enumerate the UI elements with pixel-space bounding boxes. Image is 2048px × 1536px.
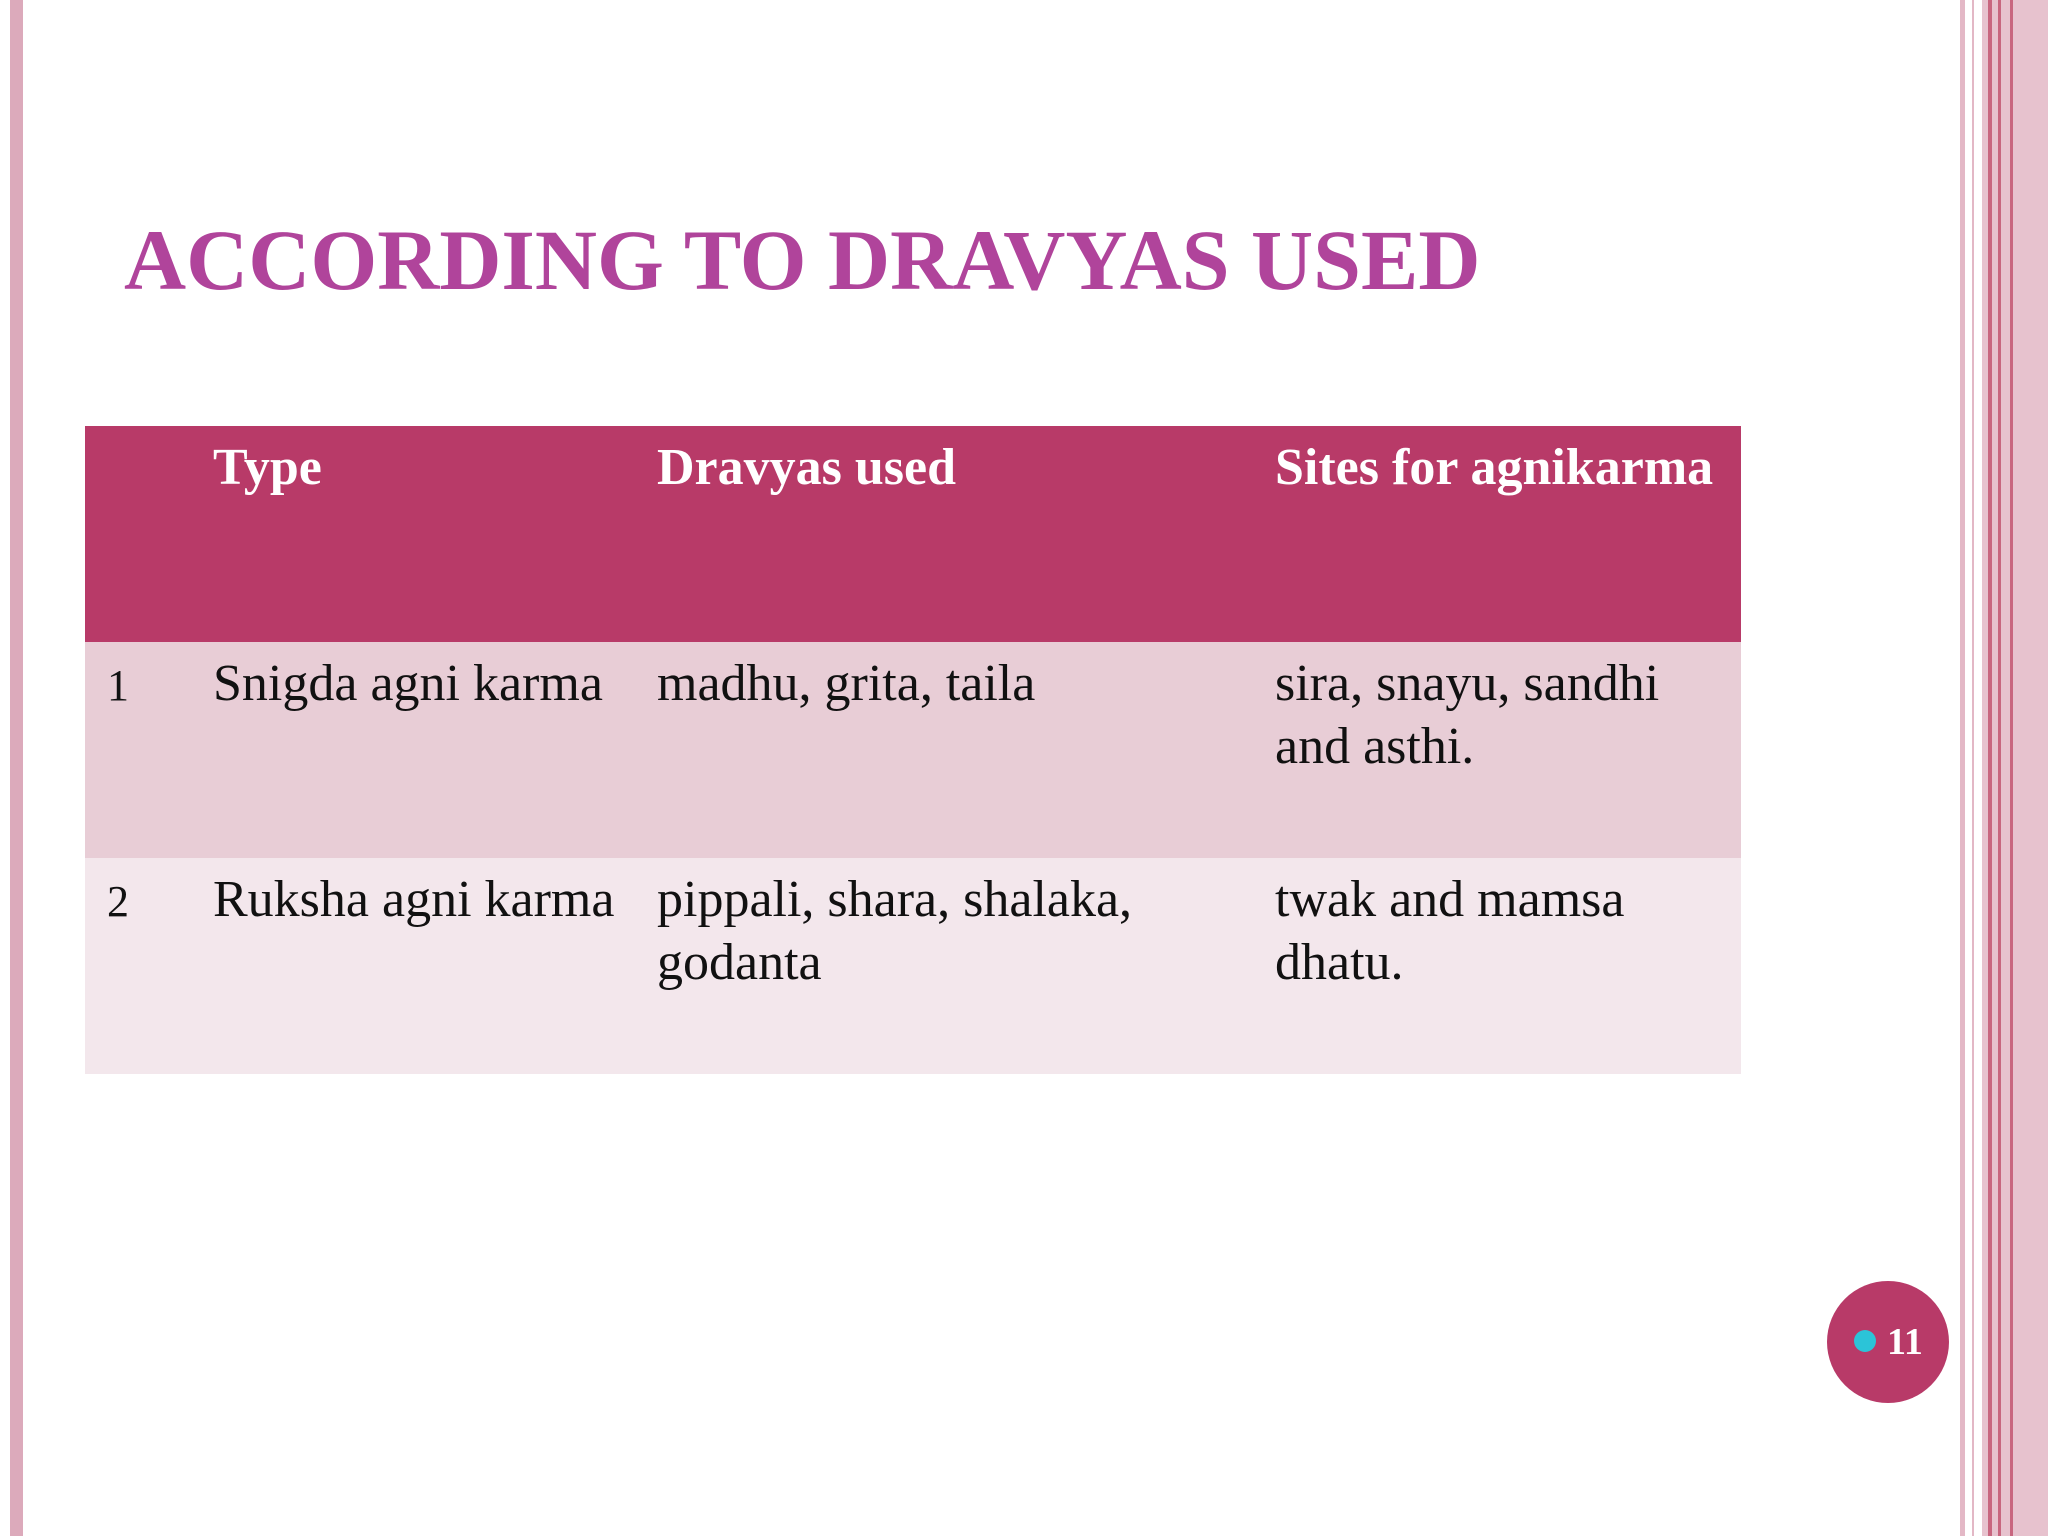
sites-cell: twak and mamsa dhatu. [1275, 871, 1625, 991]
right-border-line [1988, 0, 1992, 1536]
slide-number: 11 [1887, 1321, 1923, 1363]
sites-cell: sira, snayu, sandhi and asthi. [1275, 655, 1660, 775]
type-cell: Ruksha agni karma [213, 871, 615, 928]
dravyas-cell: pippali, shara, shalaka, godanta [657, 871, 1133, 991]
right-border-line [1960, 0, 1965, 1536]
slide-title: ACCORDING TO DRAVYAS USED [124, 212, 1481, 308]
row-number: 2 [107, 877, 129, 926]
header-type: Type [213, 439, 322, 496]
header-number [85, 426, 213, 642]
right-border-line [2010, 0, 2013, 1536]
dravyas-table [85, 426, 1741, 1074]
table-row [85, 858, 1741, 1074]
header-dravyas-used: Dravyas used [657, 439, 957, 496]
header-sites: Sites for agnikarma [1275, 439, 1714, 496]
right-border-line [1998, 0, 2001, 1536]
table-header-row [85, 426, 1741, 642]
table-row [85, 642, 1741, 858]
dravyas-cell: madhu, grita, taila [657, 655, 1036, 712]
row-number: 1 [107, 661, 129, 710]
left-border-stripe [10, 0, 23, 1536]
right-border-line [1972, 0, 1974, 1536]
type-cell: Snigda agni karma [213, 655, 603, 712]
slide-number-badge [1827, 1281, 1949, 1403]
bullet-dot-icon [1854, 1330, 1876, 1352]
